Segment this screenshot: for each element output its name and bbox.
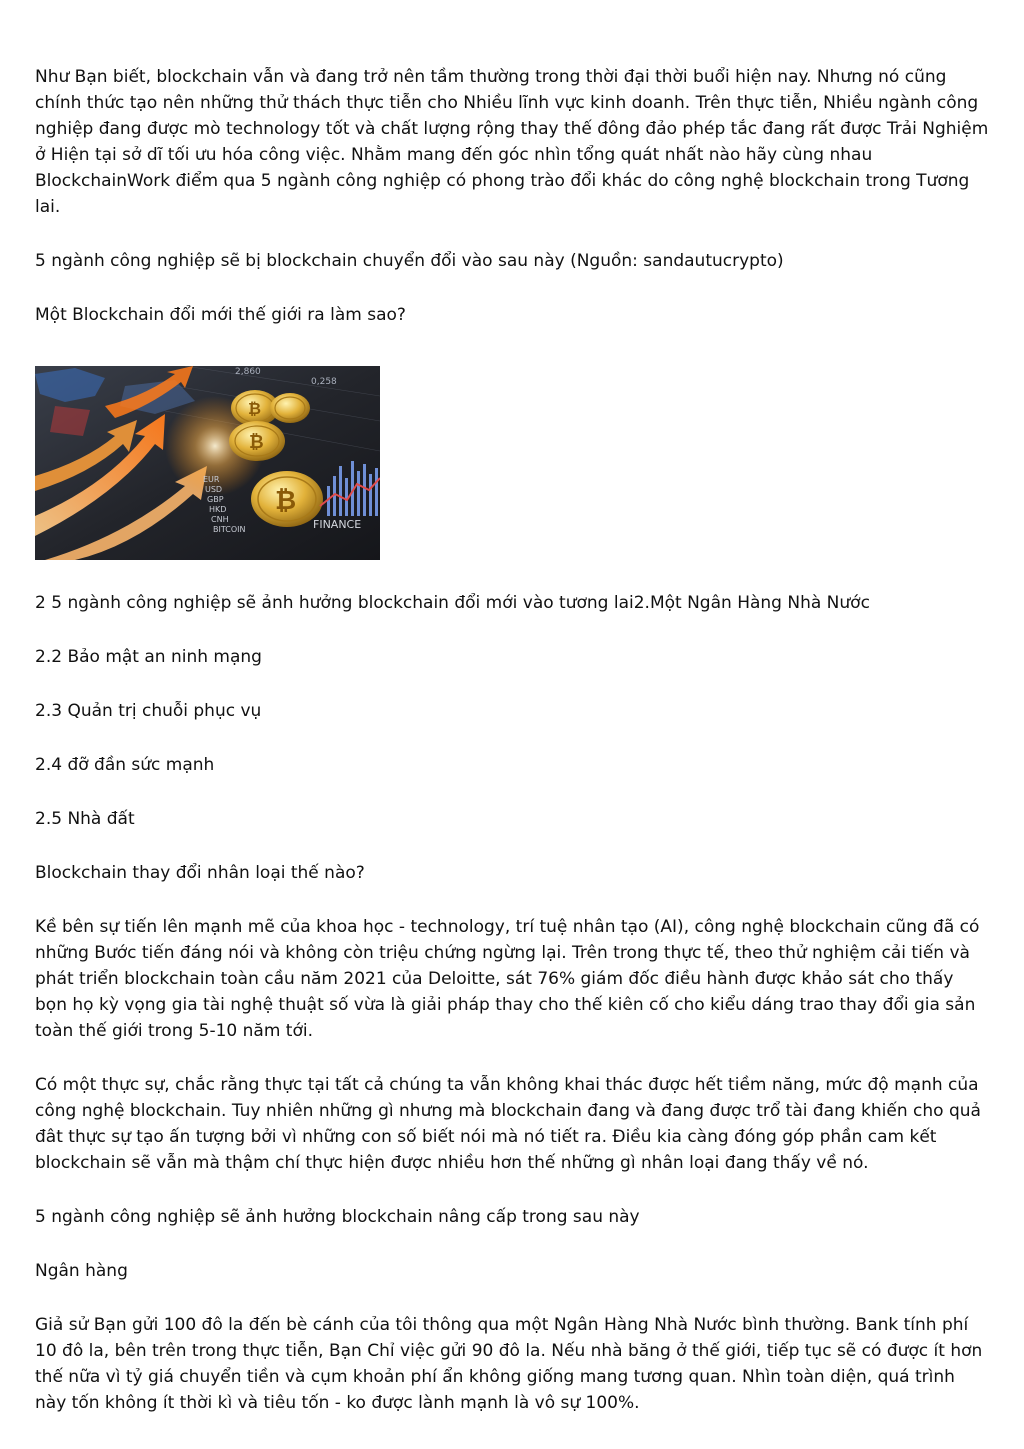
currency-usd: USD xyxy=(205,485,223,494)
section-heading: Ngân hàng xyxy=(35,1261,128,1281)
currency-hkd: HKD xyxy=(209,505,227,514)
body-paragraph: Giả sử Bạn gửi 100 đô la đến bè cánh của tôi thông qua một Ngân Hàng Nhà Nước bình thường. Bank tính phí 10 đô la, bên trên trong thực tiễn, Bạn Chỉ việc gửi 90 đô la. Nếu nhà băng ở thế giới, tiếp tục sẽ có được ít hơn thế nữa vì tỷ giá chuyển tiền và cụm khoản phí ẩn không giống mang tương quan. Nhìn toàn diện, quá trình này tốn không ít thời kì và tiêu tốn - ko được lành mạnh là vô sự 100%. xyxy=(35,1315,983,1413)
section-heading-question: Một Blockchain đổi mới thế giới ra làm sao? xyxy=(35,305,406,325)
section-item: 2 5 ngành công nghiệp sẽ ảnh hưởng blockchain đổi mới vào tương lai2.Một Ngân Hàng Nhà Nước xyxy=(35,593,870,613)
bitcoin-finance-image xyxy=(35,366,380,560)
axis-number-1: 2,860 xyxy=(235,367,261,377)
currency-gbp: GBP xyxy=(207,495,224,504)
section-heading: Blockchain thay đổi nhân loại thế nào? xyxy=(35,863,365,883)
currency-bitcoin: BITCOIN xyxy=(213,525,246,534)
intro-paragraph: Như Bạn biết, blockchain vẫn và đang trở nên tầm thường trong thời đại thời buổi hiện nay. Nhưng nó cũng chính thức tạo nên những thử thách thực tiễn cho Nhiều lĩnh vực kinh doanh. Trên thực tiễn, Nhiều ngành công nghiệp đang được mò technology tốt và chất lượng rộng thay thế đông đảo phép tắc đang rất được Trải Nghiệm ở Hiện tại sở dĩ tối ưu hóa công việc. Nhằm mang đến góc nhìn tổng quát nhất nào hãy cùng nhau BlockchainWork điểm qua 5 ngành công nghiệp có phong trào đổi khác do công nghệ blockchain trong Tương lai. xyxy=(35,67,989,217)
section-heading: 5 ngành công nghiệp sẽ ảnh hưởng blockchain nâng cấp trong sau này xyxy=(35,1207,640,1227)
svg-text:₿: ₿ xyxy=(249,432,264,453)
currency-eur: EUR xyxy=(203,475,220,484)
finance-label: FINANCE xyxy=(313,518,362,531)
section-item: 2.3 Quản trị chuỗi phục vụ xyxy=(35,701,262,721)
article-body xyxy=(35,64,990,1416)
body-paragraph: Kề bên sự tiến lên mạnh mẽ của khoa học - technology, trí tuệ nhân tạo (AI), công nghệ blockchain cũng đã có những Bước tiến đáng nói và không còn triệu chứng ngừng lại. Trên trong thực tế, theo thử nghiệm cải tiến và phát triển blockchain toàn cầu năm 2021 của Deloitte, sát 76% giám đốc điều hành được khảo sát cho thấy bọn họ kỳ vọng gia tài nghệ thuật số vừa là giải pháp thay cho thế kiên cố cho kiểu dáng trao thay đổi gia sản toàn thế giới trong 5-10 năm tới. xyxy=(35,917,980,1041)
currency-cnh: CNH xyxy=(211,515,229,524)
image-caption: 5 ngành công nghiệp sẽ bị blockchain chuyển đổi vào sau này (Nguồn: sandautucrypto) xyxy=(35,251,784,271)
axis-number-2: 0,258 xyxy=(311,377,337,387)
section-item: 2.4 đỡ đần sức mạnh xyxy=(35,755,215,775)
body-paragraph: Có một thực sự, chắc rằng thực tại tất cả chúng ta vẫn không khai thác được hết tiềm năng, mức độ mạnh của công nghệ blockchain. Tuy nhiên những gì nhưng mà blockchain đang và đang được trổ tài đang khiến cho quả đât thực sự tạo ấn tượng bởi vì những con số biết nói mà nó tiết ra. Điều kia càng đóng góp phần cam kết blockchain sẽ vẫn mà thậm chí thực hiện được nhiều hơn thế những gì nhân loại đang thấy về nó. xyxy=(35,1075,981,1173)
svg-text:₿: ₿ xyxy=(275,486,297,516)
section-item: 2.2 Bảo mật an ninh mạng xyxy=(35,647,262,667)
section-item: 2.5 Nhà đất xyxy=(35,809,135,829)
svg-text:₿: ₿ xyxy=(248,399,262,418)
